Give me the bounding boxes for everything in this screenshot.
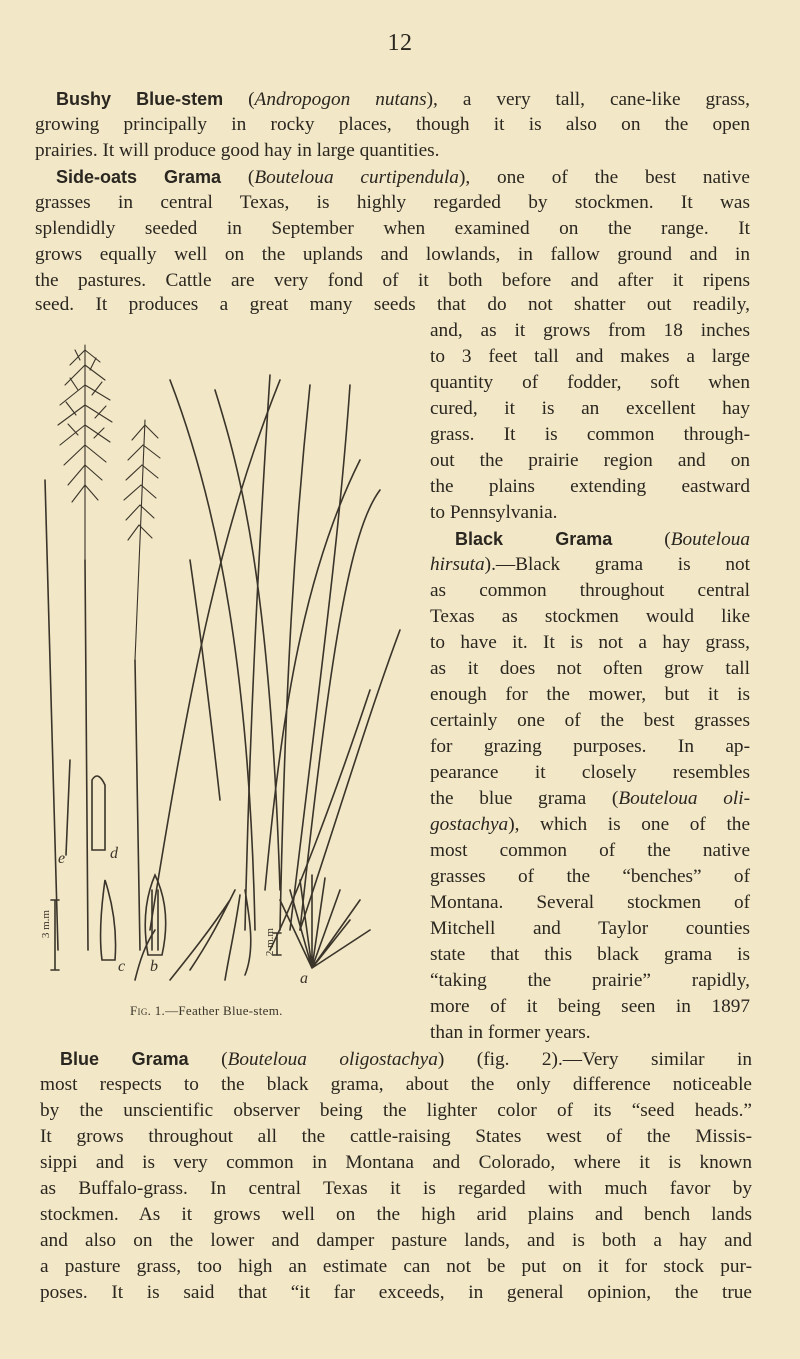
text-line: as it does not often grow tall <box>430 658 750 679</box>
text-line: It grows throughout all the cattle-raising States west of the Missis- <box>40 1126 752 1147</box>
seed-head-icon <box>124 420 160 660</box>
figure-label-a: a <box>300 970 308 987</box>
heading-black-grama: Black Grama <box>455 529 613 549</box>
latin-name: Bouteloua oli- <box>618 788 750 809</box>
paragraph-black-grama-line-1: Black Grama (Bouteloua <box>455 529 750 550</box>
caption-text: . 1.—Feather Blue-stem. <box>147 1003 283 1018</box>
latin-name-cont: hirsuta <box>430 554 485 575</box>
text-line: seed. It produces a great many seeds that do not shatter out readily, <box>35 294 750 315</box>
text-line: and also on the lower and damper pasture lands, and is both a hay and <box>40 1230 752 1251</box>
text-line: the plains extending eastward <box>430 476 750 497</box>
text-line: “taking the prairie” rapidly, <box>430 970 750 991</box>
text-line <box>430 812 750 838</box>
figure-label-e: e <box>58 850 66 867</box>
heading-bushy-blue-stem: Bushy Blue-stem <box>56 89 224 109</box>
text-line: quantity of fodder, soft when <box>430 372 750 393</box>
text-line: splendidly seeded in September when examined on the range. It <box>35 218 750 239</box>
text-line: cured, it is an excellent hay <box>430 398 750 419</box>
text-line: most common of the native <box>430 840 750 861</box>
text-line: certainly one of the best grasses <box>430 710 750 731</box>
text-span: (fig. 2).—Very similar in <box>444 1049 752 1070</box>
text-line: to have it. It is not a hay grass, <box>430 632 750 653</box>
text-line: and, as it grows from 18 inches <box>430 320 750 341</box>
text-line: Montana. Several stockmen of <box>430 892 750 913</box>
figure-label-c: c <box>118 958 126 975</box>
figure-feather-blue-stem <box>40 330 430 1000</box>
latin-name: Bouteloua <box>670 529 750 550</box>
text-line: Texas as stockmen would like <box>430 606 750 627</box>
text-line: more of it being seen in 1897 <box>430 996 750 1017</box>
text-line: grass. It is common through- <box>430 424 750 445</box>
figure-label-b: b <box>150 958 158 975</box>
text-line: sippi and is very common in Montana and Colorado, where it is known <box>40 1152 752 1173</box>
text-span: , one of the best native <box>465 167 750 188</box>
text-line: pearance it closely resembles <box>430 762 750 783</box>
text-span: the blue grama ( <box>430 788 619 809</box>
text-line: to Pennsylvania. <box>430 502 558 523</box>
figure-label-d: d <box>110 845 118 862</box>
text-line: Mitchell and Taylor counties <box>430 918 750 939</box>
scale-label-2mm: 2 m.m <box>264 928 276 957</box>
text-line: as common throughout central <box>430 580 750 601</box>
text-line: grows equally well on the uplands and lowlands, in fallow ground and in <box>35 244 750 265</box>
caption-prefix: Fig <box>130 1003 148 1018</box>
text-line: growing principally in rocky places, though it is also on the open <box>35 114 750 135</box>
latin-name: Bouteloua curtipendula <box>254 167 459 188</box>
latin-name: Andropogon nutans <box>254 89 427 110</box>
text-line: state that this black grama is <box>430 944 750 965</box>
text-line: most respects to the black grama, about the only difference noticeable <box>40 1074 752 1095</box>
figure-caption <box>130 1003 283 1019</box>
text-line: out the prairie region and on <box>430 450 750 471</box>
text-line: the pastures. Cattle are very fond of it both before and after it ripens <box>35 270 750 291</box>
text-line: as Buffalo-grass. In central Texas it is regarded with much favor by <box>40 1178 752 1199</box>
text-line: a pasture grass, too high an estimate can not be put on it for stock pur- <box>40 1256 752 1277</box>
text-line: grasses of the “benches” of <box>430 866 750 887</box>
latin-name: Bouteloua oligostachya <box>227 1049 438 1070</box>
grass-illustration <box>40 330 430 1000</box>
text-line <box>430 786 750 812</box>
text-line: poses. It is said that “it far exceeds, in general opinion, the true <box>40 1282 752 1303</box>
text-line: enough for the mower, but it is <box>430 684 750 705</box>
heading-blue-grama: Blue Grama <box>60 1049 189 1069</box>
page-number: 12 <box>387 30 413 56</box>
seed-head-icon <box>58 345 112 560</box>
latin-name-cont: gostachya <box>430 814 509 835</box>
text-span: ), which is one of the <box>508 814 750 835</box>
text-line: prairies. It will produce good hay in large quantities. <box>35 140 440 161</box>
heading-side-oats-grama: Side-oats Grama <box>56 167 222 187</box>
scale-label-3mm: 3 m.m <box>40 910 52 939</box>
paragraph-blue-grama-line-1: Blue Grama (Bouteloua oligostachya) (fig. 2).—Very similar in <box>60 1049 752 1070</box>
text-span: ).—Black grama is not <box>484 554 750 575</box>
text-line <box>430 552 750 578</box>
text-line: stockmen. As it grows well on the high arid plains and bench lands <box>40 1204 752 1225</box>
text-span: , a very tall, cane-like grass, <box>433 89 750 110</box>
paragraph-side-oats-grama-line-1: Side-oats Grama (Bouteloua curtipendula), one of the best native <box>56 167 750 188</box>
paragraph-bushy-blue-stem-line-1: Bushy Blue-stem (Andropogon nutans), a very tall, cane-like grass, <box>56 89 750 110</box>
text-line: for grazing purposes. In ap- <box>430 736 750 757</box>
text-line: grasses in central Texas, is highly regarded by stockmen. It was <box>35 192 750 213</box>
text-line: by the unscientific observer being the lighter color of its “seed heads.” <box>40 1100 752 1121</box>
text-line: to 3 feet tall and makes a large <box>430 346 750 367</box>
text-line: than in former years. <box>430 1022 591 1043</box>
